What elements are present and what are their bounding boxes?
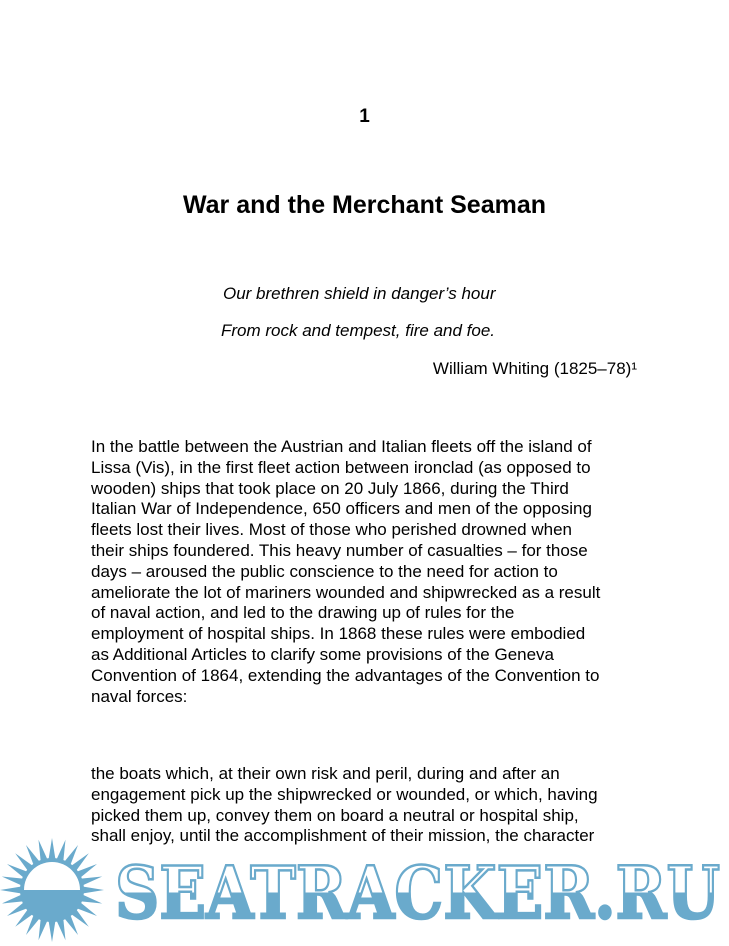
sun-ray bbox=[48, 920, 55, 942]
text-line: Convention of 1864, extending the advantages of the Convention to bbox=[91, 665, 600, 685]
text-line: ameliorate the lot of mariners wounded and shipwrecked as a result bbox=[91, 582, 601, 602]
watermark-logo bbox=[0, 836, 729, 946]
sun-ray bbox=[82, 886, 104, 893]
epigraph-line: Our brethren shield in danger’s hour bbox=[223, 284, 496, 303]
text-line: fleets lost their lives. Most of those who perished drowned when bbox=[91, 520, 572, 540]
text-line: shall enjoy, until the accomplishment of their mission, the character bbox=[91, 826, 595, 846]
sun-ray bbox=[48, 838, 55, 860]
paragraph-2 bbox=[91, 764, 598, 847]
text-line: the boats which, at their own risk and peril, during and after an bbox=[91, 764, 560, 783]
text-line: employment of hospital ships. In 1868 these rules were embodied bbox=[91, 624, 586, 644]
chapter-title: War and the Merchant Seaman bbox=[182, 191, 547, 219]
sun-icon bbox=[0, 838, 104, 942]
text-line: their ships foundered. This heavy number of casualties – for those bbox=[91, 540, 588, 560]
text-line: picked them up, convey them on board a neutral or hospital ship, bbox=[91, 805, 579, 825]
text-line: of naval action, and led to the drawing up of rules for the bbox=[91, 603, 515, 623]
epigraph-line: From rock and tempest, fire and foe. bbox=[221, 321, 496, 340]
paragraph-1 bbox=[91, 437, 600, 707]
sun-ray bbox=[0, 886, 22, 893]
text-line: engagement pick up the shipwrecked or wounded, or which, having bbox=[91, 784, 598, 804]
text-line: as Additional Articles to clarify some provisions of the Geneva bbox=[91, 644, 555, 664]
text-line: naval forces: bbox=[91, 686, 188, 706]
text-line: In the battle between the Austrian and Italian fleets off the island of bbox=[91, 437, 592, 456]
text-line: days – aroused the public conscience to the need for action to bbox=[91, 561, 558, 581]
text-line: Lissa (Vis), in the first fleet action between ironclad (as opposed to bbox=[91, 457, 591, 477]
text-line: Italian War of Independence, 650 officers and men of the opposing bbox=[91, 499, 592, 519]
text-line: wooden) ships that took place on 20 July 1866, during the Third bbox=[91, 478, 569, 498]
watermark-text: SEATRACKER.RU bbox=[115, 850, 720, 935]
chapter-number: 1 bbox=[359, 106, 370, 127]
epigraph-attribution: William Whiting (1825–78)¹ bbox=[432, 359, 637, 378]
